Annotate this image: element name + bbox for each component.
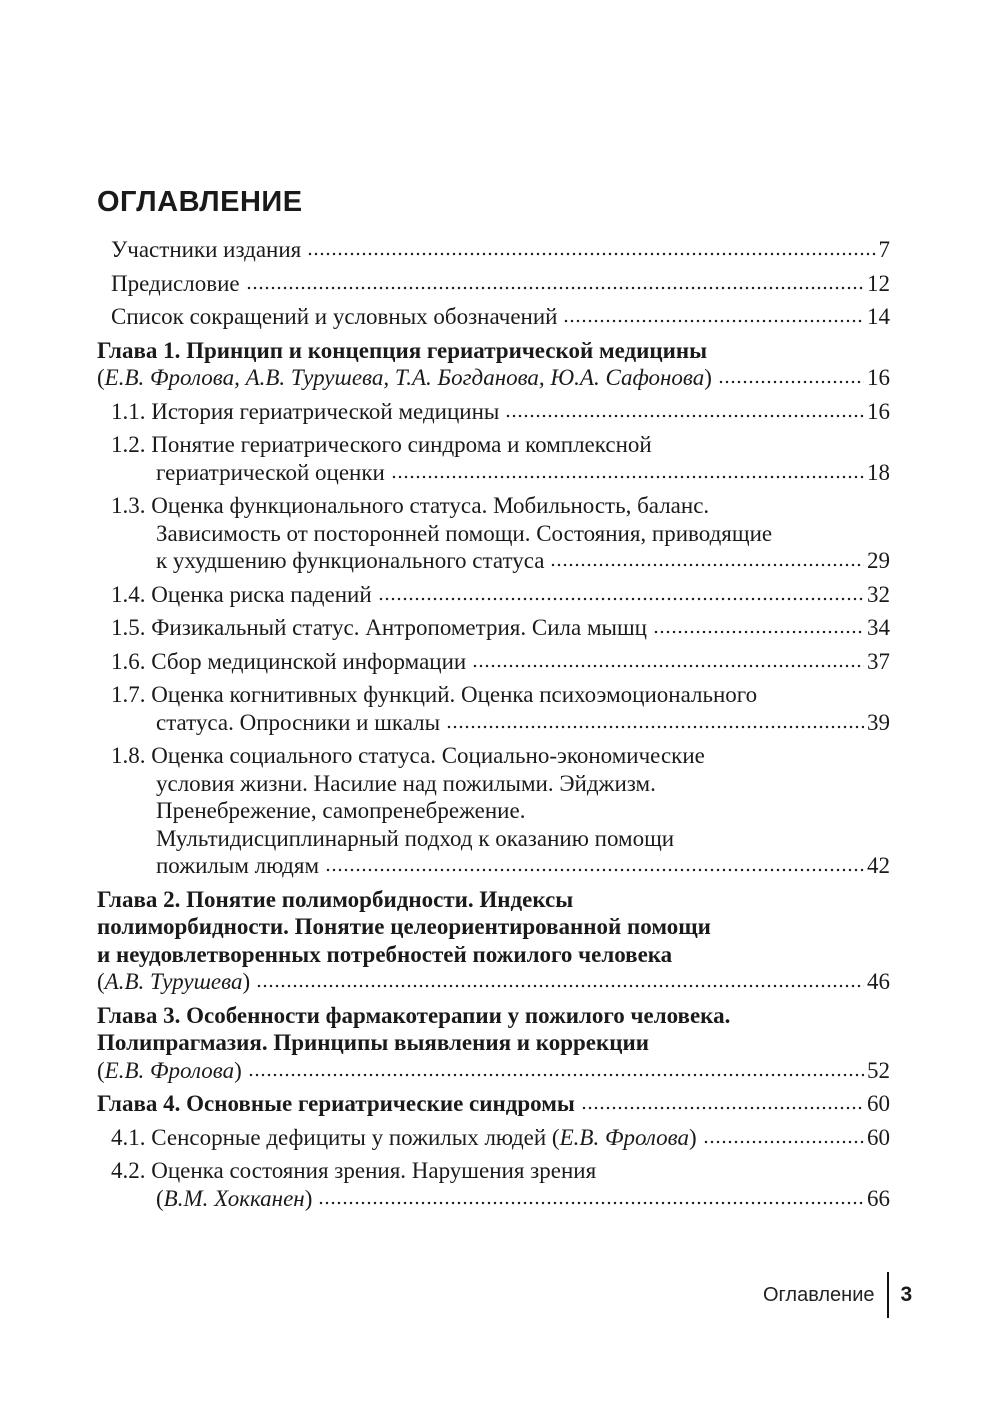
page-number: 60 — [867, 1124, 890, 1150]
dot-leader — [446, 724, 864, 730]
page-number: 60 — [867, 1091, 890, 1116]
toc-section-1-6[interactable]: 1.6. Сбор медицинской информации 37 — [111, 648, 890, 674]
page-number: 29 — [867, 548, 890, 573]
toc-section-1-8[interactable]: 1.8. Оценка социального статуса. Социально-экономические условия жизни. Насилие над пожилыми. Эйджизм. Пренебрежение, самопренебрежение. Мультидисциплинарный подход к оказанию помощи пожилым людям 42 — [111, 743, 890, 878]
chapter-heading: Глава 4. Основные гериатрические синдромы — [97, 1091, 575, 1116]
toc-chapter-4[interactable] — [97, 1090, 890, 1118]
toc-chapter-1[interactable]: Глава 1. Принцип и концепция гериатрической медицины (Е.В. Фролова, А.В. Турушева, Т.А. Богданова, Ю.А. Сафонова) 16 — [97, 337, 890, 390]
toc-section-1-5[interactable]: 1.5. Физикальный статус. Антропометрия. Сила мышц 34 — [111, 615, 890, 640]
section-authors: Е.В. Фролова — [559, 1124, 690, 1150]
dot-leader — [325, 867, 864, 873]
page-number: 16 — [867, 398, 890, 424]
toc-section-1-3[interactable]: 1.3. Оценка функционального статуса. Мобильность, баланс. Зависимость от посторонней помощи. Состояния, приводящие к ухудшению функционального статуса 29 — [111, 493, 890, 573]
dot-leader — [581, 1105, 864, 1111]
footer-divider — [887, 1272, 889, 1318]
dot-leader — [256, 983, 864, 989]
page-number: 37 — [867, 648, 890, 674]
page-number: 7 — [878, 237, 890, 262]
dot-leader — [653, 629, 864, 635]
table-of-contents — [97, 236, 890, 1212]
page-number-footer: 3 — [900, 1283, 913, 1306]
toc-section-1-1[interactable]: 1.1. История гериатрической медицины 16 — [111, 398, 890, 424]
toc-section-1-4[interactable]: 1.4. Оценка риска падений 32 — [111, 581, 890, 607]
page-number: 16 — [867, 365, 890, 390]
chapter-heading: Глава 3. Особенности фармакотерапии у пожилого человека. — [97, 1002, 731, 1028]
page-number: 46 — [867, 969, 890, 994]
toc-entry-participants[interactable]: Участники издания 7 — [111, 237, 890, 262]
dot-leader — [472, 663, 864, 669]
page-number: 34 — [867, 615, 890, 640]
dot-leader — [703, 1139, 864, 1145]
page-number: 42 — [867, 853, 890, 878]
page-title: ОГЛАВЛЕНИЕ — [97, 186, 303, 218]
section-authors: В.М. Хокканен — [163, 1185, 305, 1211]
chapter-authors: А.В. Турушева — [104, 969, 243, 994]
page-number: 39 — [867, 709, 890, 735]
toc-chapter-2[interactable]: Глава 2. Понятие полиморбидности. Индексы полиморбидности. Понятие целеориентированной помощи и неудовлетворенных потребностей пожилого человека (А.В. Турушева) 46 — [97, 886, 890, 994]
dot-leader — [248, 1072, 864, 1078]
dot-leader — [318, 1200, 864, 1206]
dot-leader — [718, 379, 864, 385]
page-number: 32 — [867, 581, 890, 607]
dot-leader — [307, 251, 875, 257]
page-footer — [763, 1276, 912, 1314]
toc-section-4-2[interactable]: 4.2. Оценка состояния зрения. Нарушения зрения (В.М. Хокканен) 66 — [111, 1158, 890, 1211]
dot-leader — [246, 285, 864, 291]
chapter-heading: Глава 2. Понятие полиморбидности. Индексы — [97, 886, 574, 912]
toc-section-1-2[interactable]: 1.2. Понятие гериатрического синдрома и комплексной гериатрической оценки 18 — [111, 432, 890, 485]
toc-entry-preface[interactable]: Предисловие 12 — [111, 270, 890, 296]
page-number: 18 — [867, 459, 890, 485]
page-number: 12 — [867, 270, 890, 296]
toc-entry-abbreviations[interactable]: Список сокращений и условных обозначений 14 — [111, 304, 890, 329]
toc-chapter-3[interactable]: Глава 3. Особенности фармакотерапии у пожилого человека. Полипрагмазия. Принципы выявления и коррекции (Е.В. Фролова) 52 — [97, 1002, 890, 1083]
toc-section-1-7[interactable]: 1.7. Оценка когнитивных функций. Оценка психоэмоционального статуса. Опросники и шкалы 39 — [111, 682, 890, 735]
toc-section-4-1[interactable]: 4.1. Сенсорные дефициты у пожилых людей (Е.В. Фролова) 60 — [111, 1124, 890, 1150]
chapter-heading: Глава 1. Принцип и концепция гериатрической медицины — [97, 337, 708, 363]
dot-leader — [550, 562, 864, 568]
dot-leader — [378, 596, 864, 602]
chapter-authors: Е.В. Фролова, А.В. Турушева, Т.А. Богданова, Ю.А. Сафонова — [104, 365, 705, 390]
page-number: 52 — [867, 1057, 890, 1083]
page-number: 66 — [867, 1185, 890, 1211]
chapter-authors: Е.В. Фролова — [104, 1057, 235, 1083]
dot-leader — [505, 413, 864, 419]
page-number: 14 — [867, 304, 890, 329]
running-header: Оглавление — [763, 1283, 875, 1306]
dot-leader — [563, 318, 864, 324]
dot-leader — [391, 474, 864, 480]
